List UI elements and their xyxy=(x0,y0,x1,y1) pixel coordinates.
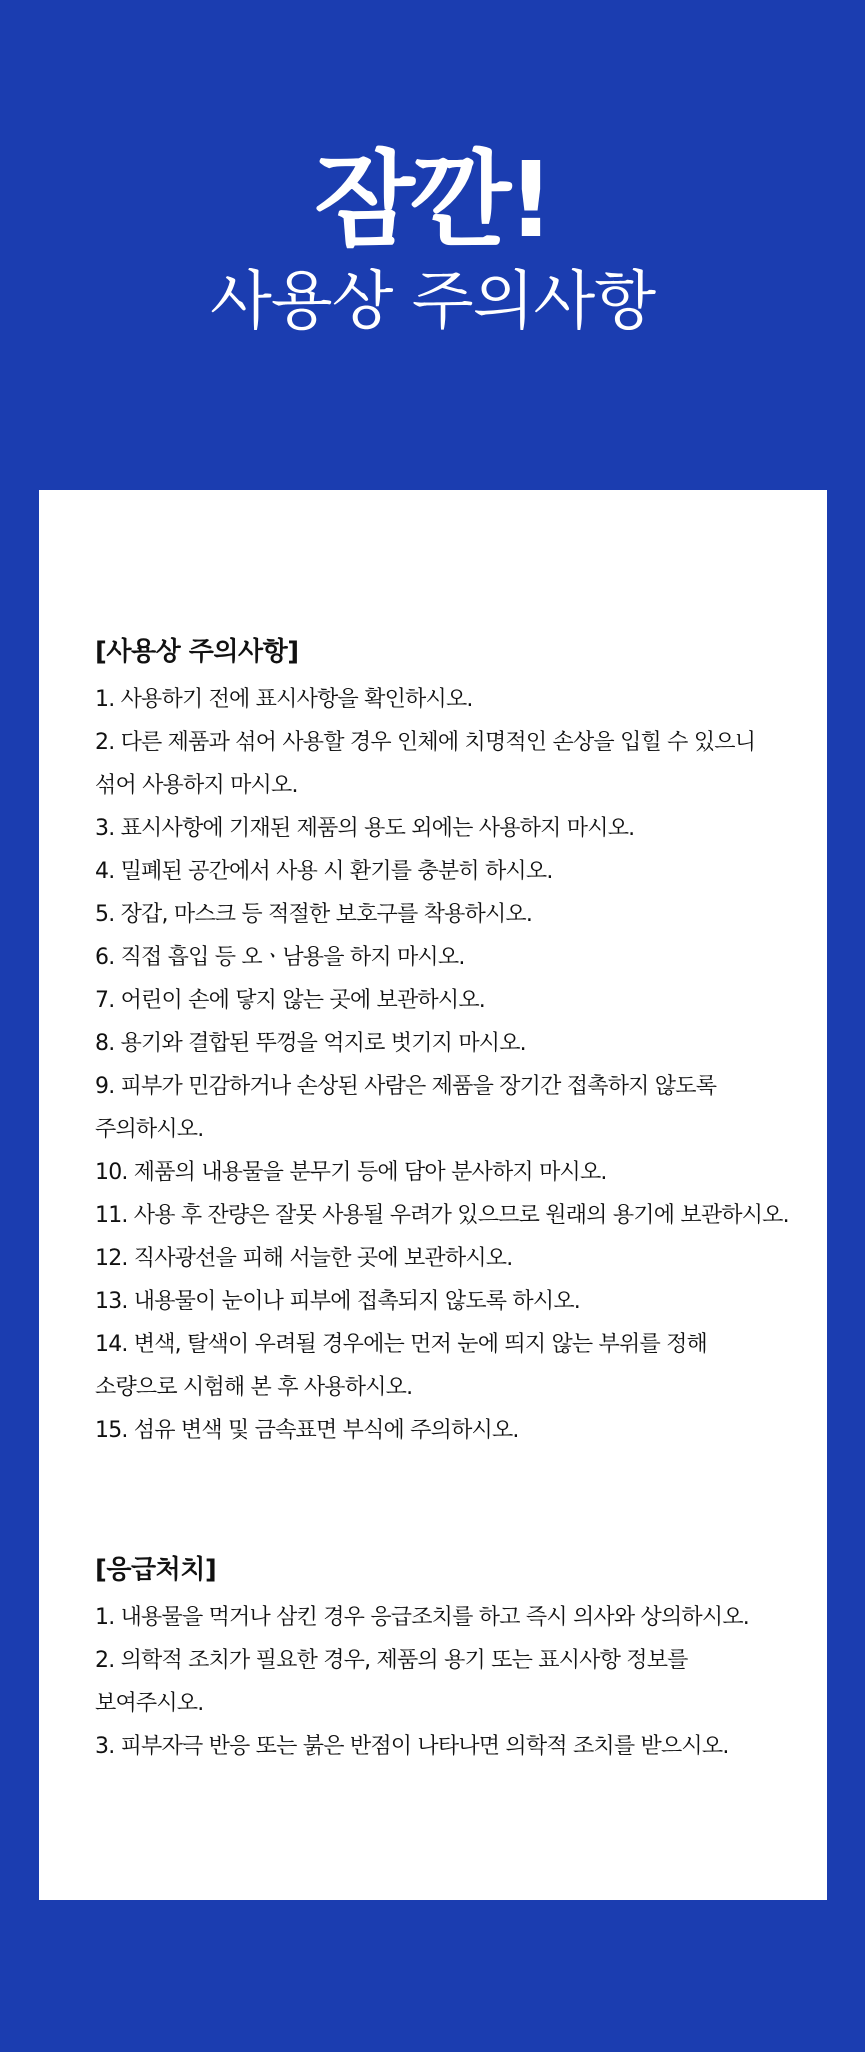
list-item xyxy=(95,721,827,807)
list-item-line: 섞어 사용하지 마시오. xyxy=(95,773,298,798)
list-item xyxy=(95,678,827,721)
list-item xyxy=(95,1022,827,1065)
list-item-line: 7. 어린이 손에 닿지 않는 곳에 보관하시오. xyxy=(95,988,485,1013)
section-spacer xyxy=(95,1452,827,1550)
list-item-line: 14. 변색, 탈색이 우려될 경우에는 먼저 눈에 띄지 않는 부위를 정해 xyxy=(95,1332,708,1357)
list-item-line: 1. 사용하기 전에 표시사항을 확인하시오. xyxy=(95,687,473,712)
list-item xyxy=(95,1194,827,1237)
list-item xyxy=(95,1639,827,1725)
list-item-line: 주의하시오. xyxy=(95,1117,204,1142)
list-item-line: 8. 용기와 결합된 뚜껑을 억지로 벗기지 마시오. xyxy=(95,1031,526,1056)
list-item-line: 4. 밀폐된 공간에서 사용 시 환기를 충분히 하시오. xyxy=(95,859,553,884)
list-item-line: 2. 다른 제품과 섞어 사용할 경우 인체에 치명적인 손상을 입힐 수 있으니 xyxy=(95,730,756,755)
hero-subtitle: 사용상 주의사항 xyxy=(209,265,656,339)
list-item xyxy=(95,979,827,1022)
first-aid-heading: [응급처치] xyxy=(95,1555,217,1585)
list-item xyxy=(95,936,827,979)
usage-precautions-heading: [사용상 주의사항] xyxy=(95,637,299,667)
usage-precautions-list xyxy=(95,678,827,1452)
list-item xyxy=(95,1409,827,1452)
list-item-line: 5. 장갑, 마스크 등 적절한 보호구를 착용하시오. xyxy=(95,902,533,927)
list-item xyxy=(95,1725,827,1768)
list-item-line: 소량으로 시험해 본 후 사용하시오. xyxy=(95,1375,413,1400)
list-item xyxy=(95,893,827,936)
list-item xyxy=(95,1151,827,1194)
first-aid-section xyxy=(95,1550,827,1768)
list-item-line: 3. 피부자극 반응 또는 붉은 반점이 나타나면 의학적 조치를 받으시오. xyxy=(95,1734,729,1759)
list-item xyxy=(95,807,827,850)
list-item-line: 2. 의학적 조치가 필요한 경우, 제품의 용기 또는 표시사항 정보를 xyxy=(95,1648,688,1673)
list-item xyxy=(95,1065,827,1151)
list-item xyxy=(95,1596,827,1639)
list-item-line: 11. 사용 후 잔량은 잘못 사용될 우려가 있으므로 원래의 용기에 보관하시오. xyxy=(95,1203,789,1228)
list-item-line: 15. 섬유 변색 및 금속표면 부식에 주의하시오. xyxy=(95,1418,519,1443)
list-item-line: 10. 제품의 내용물을 분무기 등에 담아 분사하지 마시오. xyxy=(95,1160,607,1185)
list-item-line: 12. 직사광선을 피해 서늘한 곳에 보관하시오. xyxy=(95,1246,513,1271)
list-item xyxy=(95,1323,827,1409)
list-item-line: 9. 피부가 민감하거나 손상된 사람은 제품을 장기간 접촉하지 않도록 xyxy=(95,1074,717,1099)
usage-precautions-section xyxy=(95,632,827,1452)
list-item xyxy=(95,1280,827,1323)
list-item-line: 1. 내용물을 먹거나 삼킨 경우 응급조치를 하고 즉시 의사와 상의하시오. xyxy=(95,1605,749,1630)
list-item-line: 보여주시오. xyxy=(95,1691,204,1716)
list-item xyxy=(95,850,827,893)
list-item-line: 6. 직접 흡입 등 오ㆍ남용을 하지 마시오. xyxy=(95,945,465,970)
list-item-line: 3. 표시사항에 기재된 제품의 용도 외에는 사용하지 마시오. xyxy=(95,816,635,841)
hero-title: 잠깐! xyxy=(314,139,551,261)
first-aid-list xyxy=(95,1596,827,1768)
list-item xyxy=(95,1237,827,1280)
caution-card xyxy=(39,490,827,1900)
list-item-line: 13. 내용물이 눈이나 피부에 접촉되지 않도록 하시오. xyxy=(95,1289,580,1314)
